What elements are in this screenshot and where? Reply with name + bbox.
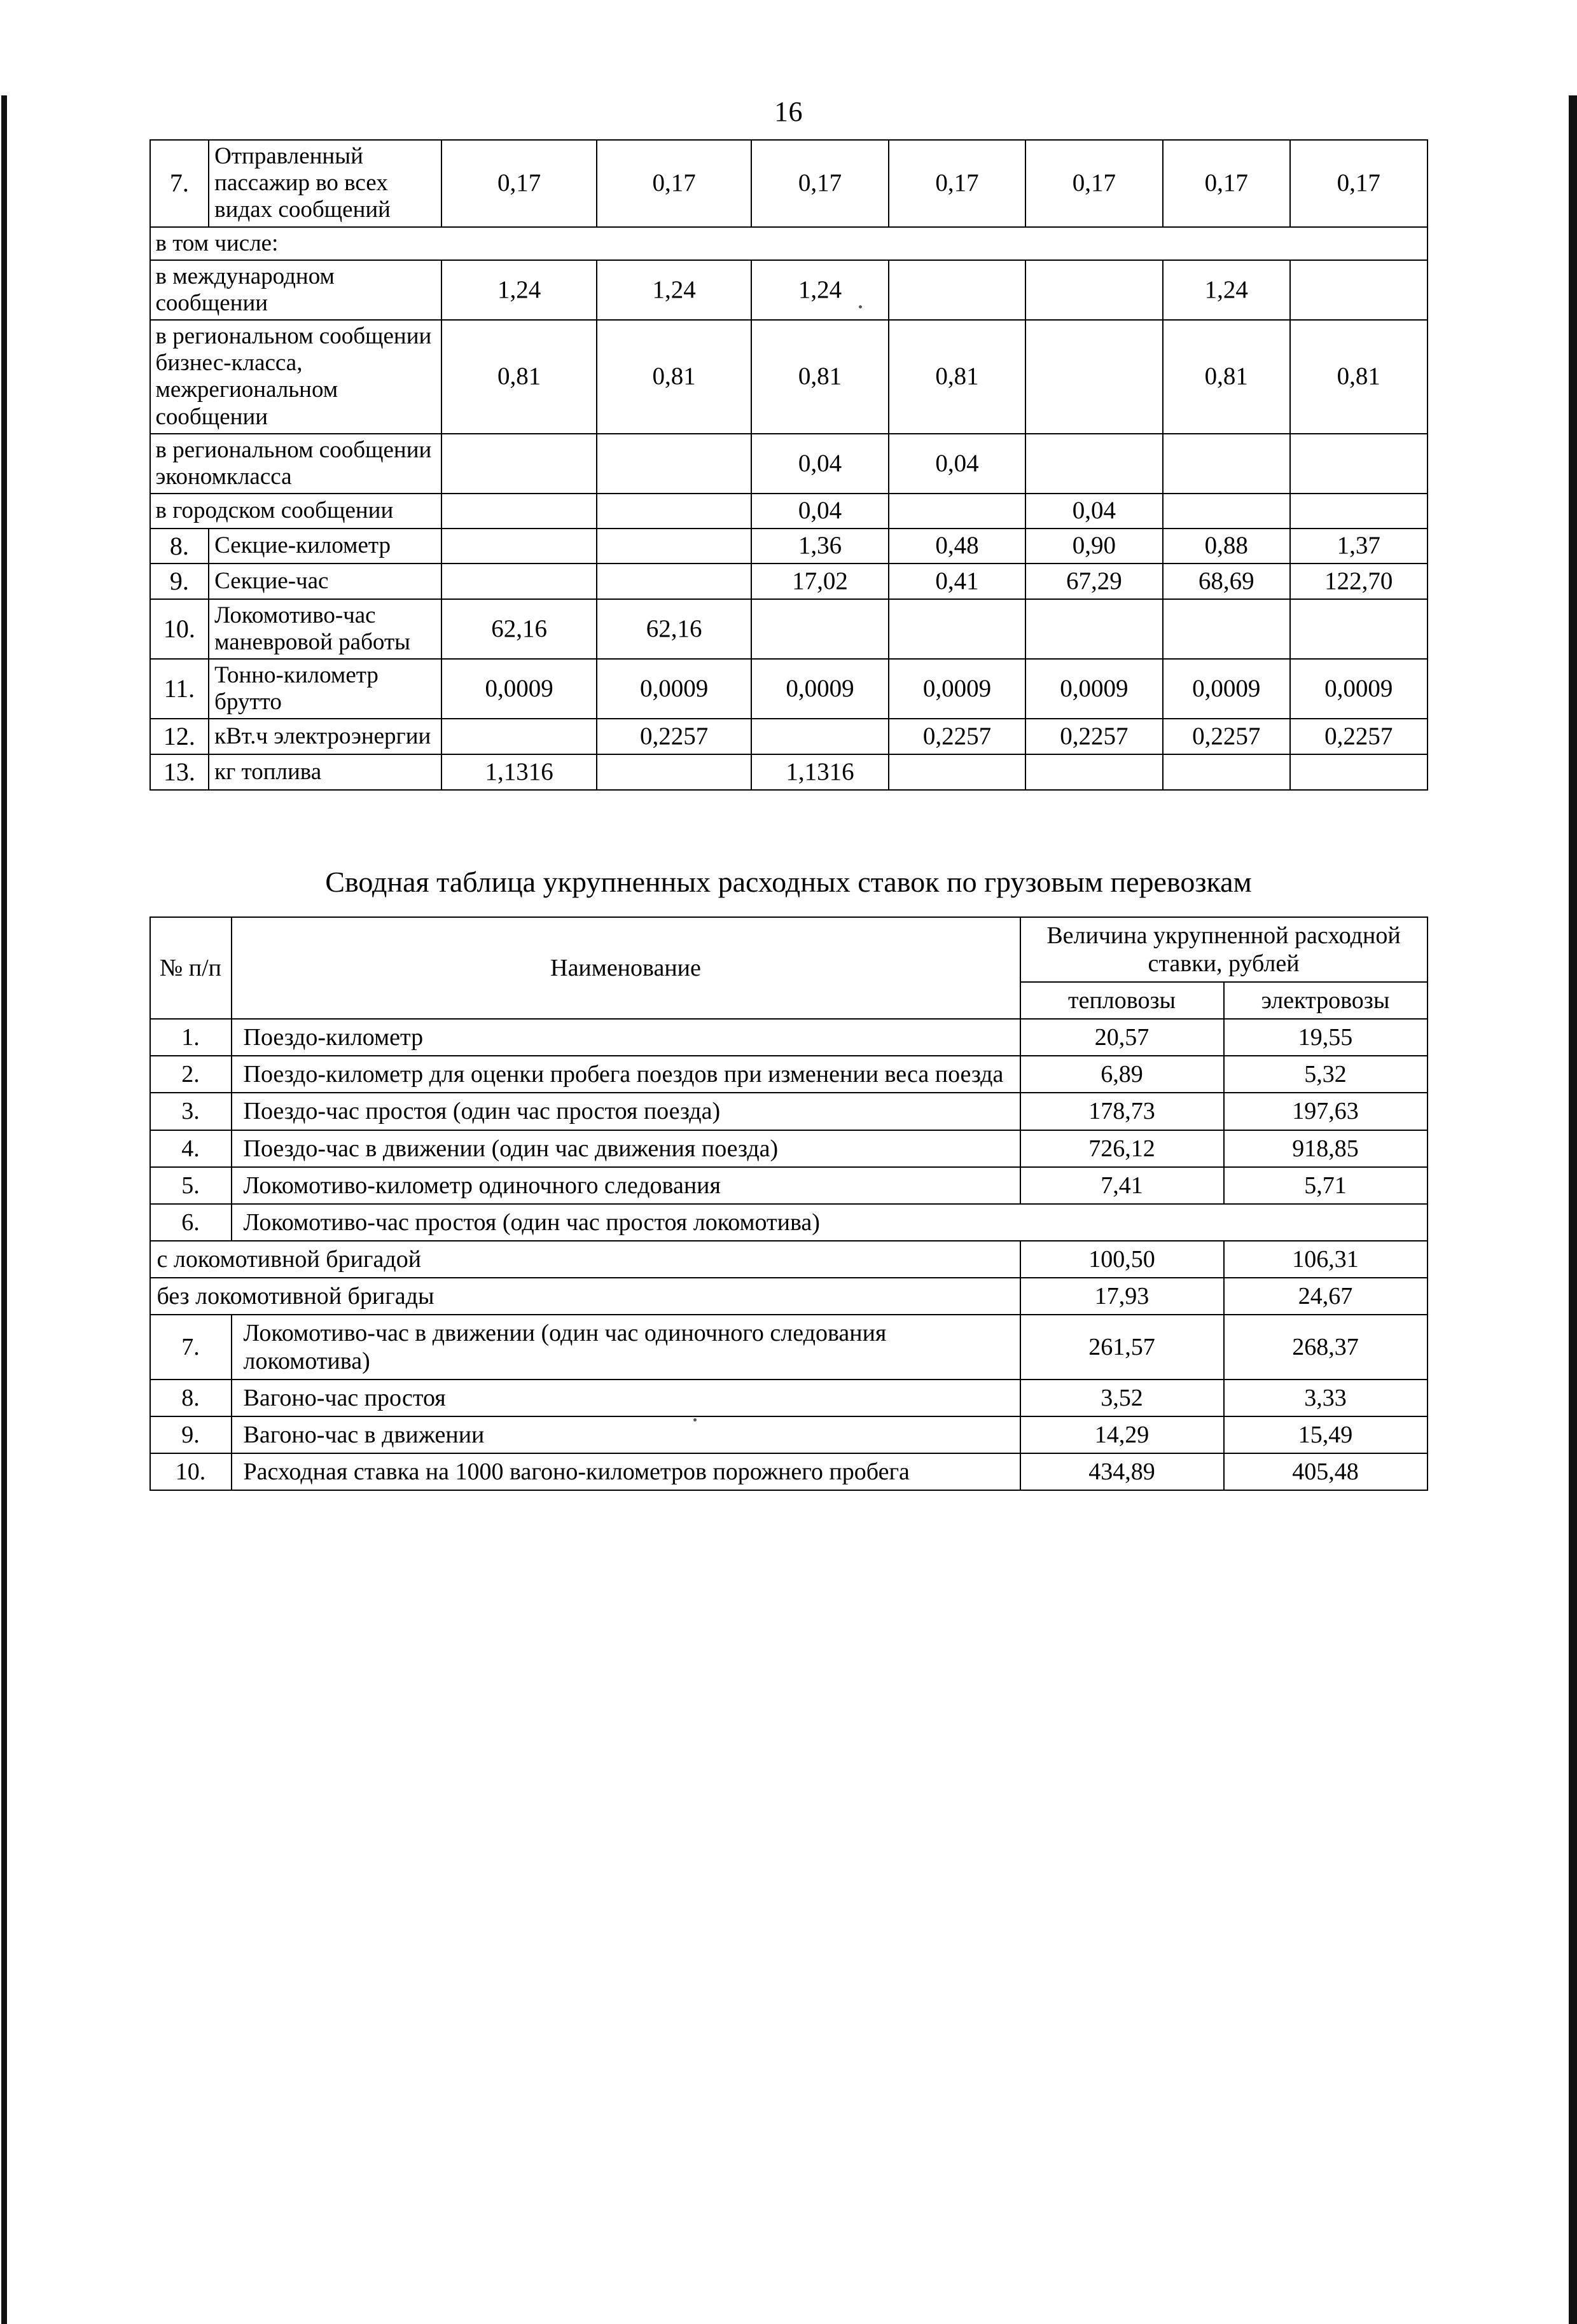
table-row: [150, 599, 1428, 659]
row-name: в региональном сообщении экономкласса: [150, 434, 442, 494]
table-row-group: [150, 1204, 1428, 1241]
cell-value: [1163, 494, 1290, 528]
table-row: [150, 320, 1428, 434]
cell-value: 0,81: [751, 320, 888, 434]
cell-value: 62,16: [441, 599, 596, 659]
cell-value: 1,24: [597, 260, 751, 320]
cell-value: [889, 754, 1025, 790]
row-name: в городском сообщении: [150, 494, 442, 528]
cell-value: 67,29: [1025, 564, 1162, 599]
page-edge-shadow: [1, 95, 7, 2324]
table-row: [150, 529, 1428, 564]
row-number: 4.: [150, 1130, 232, 1167]
cell-electric: 24,67: [1224, 1278, 1428, 1315]
cell-value: [597, 754, 751, 790]
cell-value: 122,70: [1290, 564, 1428, 599]
cell-diesel: 7,41: [1020, 1167, 1224, 1204]
cell-electric: 15,49: [1224, 1416, 1428, 1453]
table-row: [150, 1278, 1428, 1315]
row-name: Тонно-километр брутто: [209, 659, 441, 719]
cell-value: 0,17: [597, 140, 751, 227]
row-number: 10.: [150, 599, 209, 659]
cell-value: [1290, 754, 1428, 790]
cell-electric: 106,31: [1224, 1241, 1428, 1278]
cell-electric: 268,37: [1224, 1315, 1428, 1380]
row-number: 7.: [150, 140, 209, 227]
cell-value: [751, 599, 888, 659]
cell-diesel: 3,52: [1020, 1380, 1224, 1416]
header-value-group: Величина укрупненной расходной ставки, рублей: [1020, 917, 1428, 982]
cell-value: 0,81: [1290, 320, 1428, 434]
cell-electric: 918,85: [1224, 1130, 1428, 1167]
row-number: 3.: [150, 1093, 232, 1130]
cell-diesel: 6,89: [1020, 1056, 1224, 1093]
row-number: 12.: [150, 719, 209, 754]
table-row: [150, 1380, 1428, 1416]
cell-value: 0,81: [1163, 320, 1290, 434]
row-name: Поездо-час простоя (один час простоя поезда): [232, 1093, 1020, 1130]
table-row: [150, 719, 1428, 754]
cell-value: 0,0009: [441, 659, 596, 719]
table-row: [150, 1167, 1428, 1204]
table-row: [150, 1453, 1428, 1490]
cell-value: [1290, 260, 1428, 320]
row-name: Локомотиво-час простоя (один час простоя локомотива): [232, 1204, 1428, 1241]
cell-diesel: 100,50: [1020, 1241, 1224, 1278]
cell-value: 0,0009: [1290, 659, 1428, 719]
table-freight-rates: [149, 916, 1428, 1491]
cell-value: [1163, 599, 1290, 659]
table-row: [150, 1315, 1428, 1380]
table-row: [150, 659, 1428, 719]
row-name: Секцие-километр: [209, 529, 441, 564]
row-number: 6.: [150, 1204, 232, 1241]
row-number: 1.: [150, 1019, 232, 1056]
table-row: [150, 434, 1428, 494]
cell-value: [1290, 434, 1428, 494]
table-row: [150, 1093, 1428, 1130]
cell-value: 0,0009: [1163, 659, 1290, 719]
cell-value: 17,02: [751, 564, 888, 599]
cell-diesel: 726,12: [1020, 1130, 1224, 1167]
cell-diesel: 261,57: [1020, 1315, 1224, 1380]
cell-value: 68,69: [1163, 564, 1290, 599]
table-expenditure-rates-continued: [149, 139, 1428, 791]
table-row: [150, 564, 1428, 599]
row-name: Вагоно-час в движении: [232, 1416, 1020, 1453]
header-name: Наименование: [232, 917, 1020, 1019]
cell-value: [1025, 320, 1162, 434]
cell-value: [889, 494, 1025, 528]
row-name: в международном сообщении: [150, 260, 442, 320]
cell-value: [441, 719, 596, 754]
row-name: Секцие-час: [209, 564, 441, 599]
scan-artifact-dot: [693, 1418, 697, 1421]
row-name: Вагоно-час простоя: [232, 1380, 1020, 1416]
cell-value: 1,37: [1290, 529, 1428, 564]
cell-value: 0,04: [1025, 494, 1162, 528]
cell-diesel: 434,89: [1020, 1453, 1224, 1490]
header-number: № п/п: [150, 917, 232, 1019]
cell-value: 0,90: [1025, 529, 1162, 564]
cell-electric: 5,32: [1224, 1056, 1428, 1093]
row-number: 2.: [150, 1056, 232, 1093]
row-name: Локомотиво-километр одиночного следования: [232, 1167, 1020, 1204]
row-name: Отправленный пассажир во всех видах сообщений: [209, 140, 441, 227]
cell-value: 0,04: [889, 434, 1025, 494]
cell-value: [1025, 260, 1162, 320]
table-row: [150, 140, 1428, 227]
cell-value: 0,2257: [1025, 719, 1162, 754]
row-number: 13.: [150, 754, 209, 790]
cell-value: 0,0009: [889, 659, 1025, 719]
page-number: 16: [774, 96, 803, 127]
cell-value: [441, 529, 596, 564]
cell-value: [441, 564, 596, 599]
cell-value: 0,88: [1163, 529, 1290, 564]
table-header-row: [150, 917, 1428, 982]
row-name: Поездо-километр: [232, 1019, 1020, 1056]
cell-value: 0,81: [441, 320, 596, 434]
cell-electric: 19,55: [1224, 1019, 1428, 1056]
table-row: [150, 260, 1428, 320]
cell-value: 0,41: [889, 564, 1025, 599]
cell-value: 0,81: [889, 320, 1025, 434]
row-name: кг топлива: [209, 754, 441, 790]
cell-diesel: 20,57: [1020, 1019, 1224, 1056]
row-number: 10.: [150, 1453, 232, 1490]
cell-value: 0,17: [1290, 140, 1428, 227]
cell-value: [441, 494, 596, 528]
row-name: в региональном сообщении бизнес-класса, межрегиональном сообщении: [150, 320, 442, 434]
cell-value: 0,81: [597, 320, 751, 434]
row-number: 11.: [150, 659, 209, 719]
cell-value: 62,16: [597, 599, 751, 659]
row-name: Поездо-час в движении (один час движения поезда): [232, 1130, 1020, 1167]
cell-value: 1,1316: [441, 754, 596, 790]
cell-value: 1,1316: [751, 754, 888, 790]
row-label-including: в том числе:: [150, 227, 1428, 260]
table-row-subheading: [150, 227, 1428, 260]
cell-value: [1025, 434, 1162, 494]
row-number: 7.: [150, 1315, 232, 1380]
table-row: [150, 1019, 1428, 1056]
table-row: [150, 494, 1428, 528]
cell-value: [1025, 599, 1162, 659]
row-number: 9.: [150, 1416, 232, 1453]
cell-value: 0,0009: [751, 659, 888, 719]
cell-value: 1,36: [751, 529, 888, 564]
table-row: [150, 754, 1428, 790]
cell-value: 0,04: [751, 434, 888, 494]
cell-value: 0,2257: [1163, 719, 1290, 754]
row-name: Локомотиво-час маневровой работы: [209, 599, 441, 659]
cell-electric: 3,33: [1224, 1380, 1428, 1416]
cell-value: 0,2257: [889, 719, 1025, 754]
cell-value: 0,0009: [1025, 659, 1162, 719]
row-name: Расходная ставка на 1000 вагоно-километров порожнего пробега: [232, 1453, 1020, 1490]
cell-value: 0,17: [751, 140, 888, 227]
scan-artifact-dot: [859, 305, 862, 308]
row-name: кВт.ч электроэнергии: [209, 719, 441, 754]
cell-value: 1,24: [441, 260, 596, 320]
cell-value: [751, 719, 888, 754]
row-number: 9.: [150, 564, 209, 599]
cell-value: 1,24: [1163, 260, 1290, 320]
header-col-diesel: тепловозы: [1020, 982, 1224, 1019]
cell-value: 0,2257: [1290, 719, 1428, 754]
cell-value: 0,17: [441, 140, 596, 227]
cell-value: [597, 529, 751, 564]
document-page: [0, 95, 1577, 2324]
cell-value: [889, 260, 1025, 320]
cell-value: [1290, 494, 1428, 528]
table-row: [150, 1130, 1428, 1167]
cell-value: 1,24: [751, 260, 888, 320]
cell-value: [1163, 434, 1290, 494]
page-edge-shadow-right: [1569, 95, 1577, 2324]
cell-value: 0,2257: [597, 719, 751, 754]
cell-value: [441, 434, 596, 494]
table-row: [150, 1416, 1428, 1453]
header-col-electric: электровозы: [1224, 982, 1428, 1019]
row-name: с локомотивной бригадой: [150, 1241, 1020, 1278]
cell-value: [1025, 754, 1162, 790]
table-row: [150, 1241, 1428, 1278]
cell-value: 0,0009: [597, 659, 751, 719]
cell-electric: 405,48: [1224, 1453, 1428, 1490]
cell-diesel: 17,93: [1020, 1278, 1224, 1315]
cell-value: [597, 564, 751, 599]
cell-value: [889, 599, 1025, 659]
cell-value: 0,17: [1163, 140, 1290, 227]
cell-value: [597, 494, 751, 528]
cell-value: 0,48: [889, 529, 1025, 564]
cell-value: 0,17: [1025, 140, 1162, 227]
row-number: 8.: [150, 529, 209, 564]
cell-value: [597, 434, 751, 494]
cell-electric: 197,63: [1224, 1093, 1428, 1130]
cell-value: 0,04: [751, 494, 888, 528]
cell-value: [1163, 754, 1290, 790]
row-name: Локомотиво-час в движении (один час одиночного следования локомотива): [232, 1315, 1020, 1380]
row-number: 5.: [150, 1167, 232, 1204]
row-number: 8.: [150, 1380, 232, 1416]
cell-electric: 5,71: [1224, 1167, 1428, 1204]
row-name: Поездо-километр для оценки пробега поездов при изменении веса поезда: [232, 1056, 1020, 1093]
cell-value: [1290, 599, 1428, 659]
cell-diesel: 178,73: [1020, 1093, 1224, 1130]
table-row: [150, 1056, 1428, 1093]
section-title: Сводная таблица укрупненных расходных ставок по грузовым перевозкам: [325, 865, 1252, 898]
cell-value: 0,17: [889, 140, 1025, 227]
cell-diesel: 14,29: [1020, 1416, 1224, 1453]
row-name: без локомотивной бригады: [150, 1278, 1020, 1315]
